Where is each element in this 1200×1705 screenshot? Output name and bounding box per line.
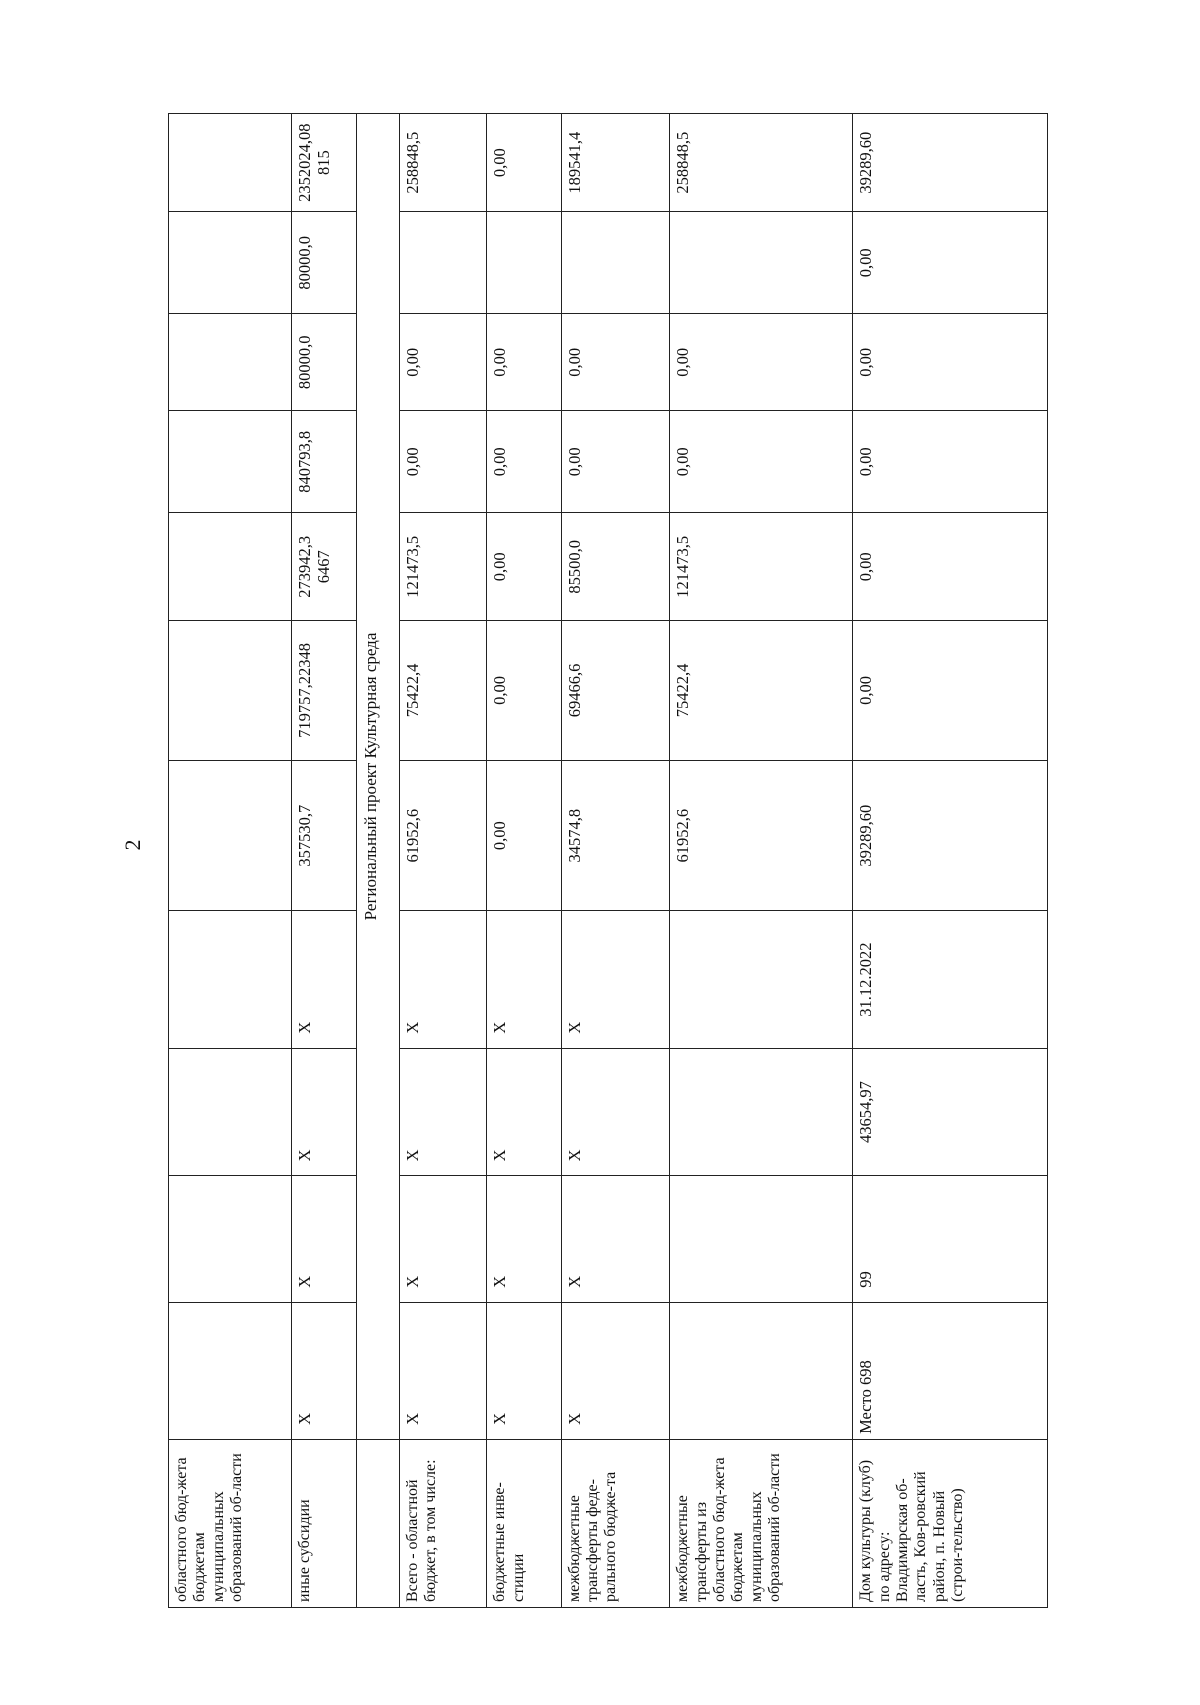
table-cell: 0,00	[853, 212, 1048, 314]
table-cell: 0,00	[670, 314, 853, 411]
budget-table	[168, 113, 1048, 1608]
table-cell	[670, 1176, 853, 1302]
table-cell	[561, 212, 670, 314]
table-row	[292, 114, 357, 1608]
table-cell: 31.12.2022	[853, 911, 1048, 1048]
section-title: Региональный проект Культурная среда	[357, 114, 400, 1440]
table-cell: X	[292, 1302, 357, 1439]
table-cell: X	[487, 911, 561, 1048]
table-cell: X	[292, 1048, 357, 1176]
row-label: иные субсидии	[292, 1439, 357, 1607]
row-label: бюджетные инве-стиции	[487, 1439, 561, 1607]
table-cell: 719757,22348	[292, 621, 357, 761]
table-row	[853, 114, 1048, 1608]
table-cell: 258848,5	[399, 114, 486, 212]
table-cell	[169, 314, 292, 411]
table-cell: 0,00	[853, 314, 1048, 411]
table-row	[670, 114, 853, 1608]
table-cell: X	[292, 911, 357, 1048]
table-cell: X	[487, 1176, 561, 1302]
table-cell: 99	[853, 1176, 1048, 1302]
table-cell: 2352024,08 815	[292, 114, 357, 212]
table-cell: 0,00	[561, 314, 670, 411]
table-cell	[169, 911, 292, 1048]
row-label: Всего - областной бюджет, в том числе:	[399, 1439, 486, 1607]
table-cell: X	[561, 1302, 670, 1439]
table-cell	[670, 911, 853, 1048]
table-cell: 69466,6	[561, 621, 670, 761]
table-cell: 0,00	[853, 411, 1048, 513]
table-cell	[169, 513, 292, 621]
row-label: областного бюд-жета бюджетам муниципальных образований об-ласти	[169, 1439, 292, 1607]
table-cell: 75422,4	[399, 621, 486, 761]
page-number: 2	[120, 839, 145, 851]
table-cell	[670, 212, 853, 314]
table-cell: 61952,6	[399, 760, 486, 911]
section-spacer	[357, 1439, 400, 1607]
table-cell: 0,00	[853, 513, 1048, 621]
table-cell: X	[561, 1176, 670, 1302]
table-cell	[169, 114, 292, 212]
table-row	[487, 114, 561, 1608]
table-cell: X	[399, 1176, 486, 1302]
table-cell: X	[399, 1048, 486, 1176]
table-cell: 0,00	[561, 411, 670, 513]
row-label: Дом культуры (клуб) по адресу: Владимирская об-ласть, Ков-ровский район, п. Новый (строи-тельство)	[853, 1439, 1048, 1607]
table-cell	[670, 1302, 853, 1439]
table-cell: X	[561, 1048, 670, 1176]
table-cell: 0,00	[399, 411, 486, 513]
table-cell: X	[399, 911, 486, 1048]
table-cell: 0,00	[853, 621, 1048, 761]
row-label: межбюджетные трансферты феде-рального бюдже-та	[561, 1439, 670, 1607]
table-cell	[169, 1176, 292, 1302]
table-cell: X	[399, 1302, 486, 1439]
table-cell: 75422,4	[670, 621, 853, 761]
table-cell	[487, 212, 561, 314]
table-cell: 0,00	[670, 411, 853, 513]
table-cell: 61952,6	[670, 760, 853, 911]
table-cell: 273942,3 6467	[292, 513, 357, 621]
table-cell	[169, 1048, 292, 1176]
table-cell: 840793,8	[292, 411, 357, 513]
table-cell: 0,00	[399, 314, 486, 411]
table-cell	[169, 1302, 292, 1439]
table-cell: 34574,8	[561, 760, 670, 911]
table-cell: Место 698	[853, 1302, 1048, 1439]
table-cell	[169, 760, 292, 911]
table-cell: 0,00	[487, 760, 561, 911]
table-cell: 80000,0	[292, 314, 357, 411]
table-cell: X	[292, 1176, 357, 1302]
section-row	[357, 114, 400, 1608]
table-cell: 0,00	[487, 513, 561, 621]
table-cell: X	[487, 1048, 561, 1176]
table-cell: 121473,5	[399, 513, 486, 621]
rotated-table-container	[168, 113, 1048, 1608]
table-cell: 39289,60	[853, 114, 1048, 212]
table-cell: 0,00	[487, 621, 561, 761]
table-cell	[670, 1048, 853, 1176]
table-cell: 189541,4	[561, 114, 670, 212]
table-row	[399, 114, 486, 1608]
table-cell: 0,00	[487, 411, 561, 513]
table-cell: 85500,0	[561, 513, 670, 621]
table-row	[561, 114, 670, 1608]
table-cell	[169, 621, 292, 761]
table-cell	[169, 411, 292, 513]
table-cell: 0,00	[487, 114, 561, 212]
table-row	[169, 114, 292, 1608]
table-cell	[169, 212, 292, 314]
table-cell: X	[487, 1302, 561, 1439]
table-cell: 357530,7	[292, 760, 357, 911]
table-cell: 80000,0	[292, 212, 357, 314]
table-cell: X	[561, 911, 670, 1048]
table-cell: 0,00	[487, 314, 561, 411]
table-cell	[399, 212, 486, 314]
table-cell: 39289,60	[853, 760, 1048, 911]
table-cell: 258848,5	[670, 114, 853, 212]
row-label: межбюджетные трансферты из областного бюд-жета бюджетам муниципальных образований об-ласти	[670, 1439, 853, 1607]
table-cell: 43654,97	[853, 1048, 1048, 1176]
table-cell: 121473,5	[670, 513, 853, 621]
